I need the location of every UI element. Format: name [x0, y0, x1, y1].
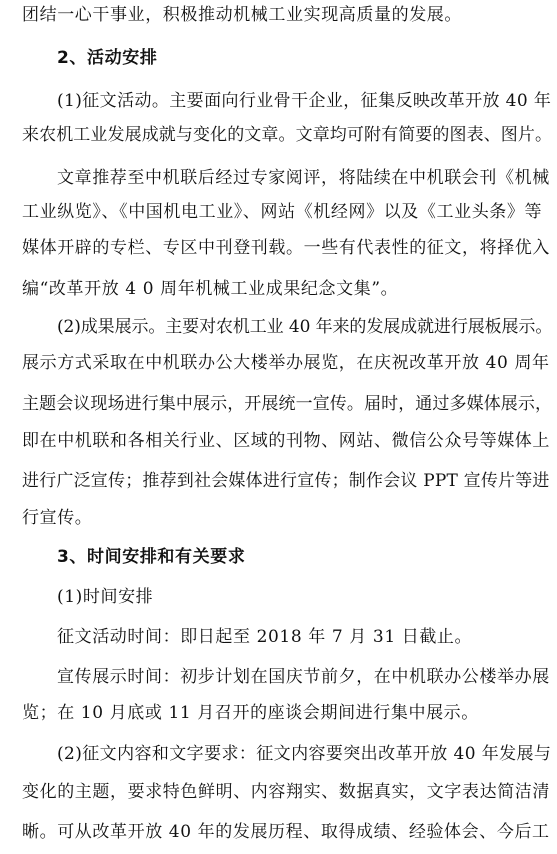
- subheading-schedule: (1)时间安排: [57, 587, 154, 607]
- text-line-18: 宣传展示时间：初步计划在国庆节前夕，在中机联办公楼举办展: [57, 667, 550, 687]
- text-line-5: 文章推荐至中机联后经过专家阅评，将陆续在中机联会刊《机械: [57, 168, 550, 188]
- text-line-19: 览；在 10 月底或 11 月召开的座谈会期间进行集中展示。: [22, 703, 479, 723]
- text-line-13: 进行广泛宣传；推荐到社会媒体进行宣传；制作会议 PPT 宣传片等进: [22, 471, 550, 491]
- text-line-9: (2)成果展示。主要对农机工业 40 年来的发展成就进行展板展示。: [57, 317, 553, 337]
- text-line-1: 团结一心干事业，积极推动机械工业实现高质量的发展。: [22, 5, 462, 25]
- text-line-14: 行宣传。: [22, 508, 93, 528]
- text-line-10: 展示方式采取在中机联办公大楼举办展览，在庆祝改革开放 40 周年: [22, 353, 550, 373]
- text-line-21: 变化的主题，要求特色鲜明、内容翔实、数据真实，文字表达简洁清: [22, 782, 550, 802]
- text-line-20: (2)征文内容和文字要求：征文内容要突出改革开放 40 年发展与: [57, 744, 552, 764]
- text-line-17: 征文活动时间：即日起至 2018 年 7 月 31 日截止。: [57, 627, 473, 647]
- text-line-22: 晰。可从改革开放 40 年的发展历程、取得成绩、经验体会、今后工: [22, 822, 550, 842]
- text-line-4: 来农机工业发展成就与变化的文章。文章均可附有简要的图表、图片。: [22, 125, 553, 145]
- text-line-8: 编“改革开放 4 0 周年机械工业成果纪念文集”。: [22, 279, 399, 299]
- text-line-11: 主题会议现场进行集中展示，开展统一宣传。届时，通过多媒体展示，: [22, 394, 553, 414]
- text-line-6: 工业纵览》、《中国机电工业》、网站《机经网》以及《工业头条》等: [22, 202, 543, 222]
- text-line-3: (1)征文活动。主要面向行业骨干企业，征集反映改革开放 40 年: [57, 91, 552, 111]
- text-line-12: 即在中机联和各相关行业、区域的刊物、网站、微信公众号等媒体上: [22, 431, 550, 451]
- section-heading-activity-plan: 2、活动安排: [57, 48, 158, 68]
- text-line-7: 媒体开辟的专栏、专区中刊登刊载。一些有代表性的征文，将择优入: [22, 238, 550, 258]
- section-heading-schedule: 3、时间安排和有关要求: [57, 547, 246, 567]
